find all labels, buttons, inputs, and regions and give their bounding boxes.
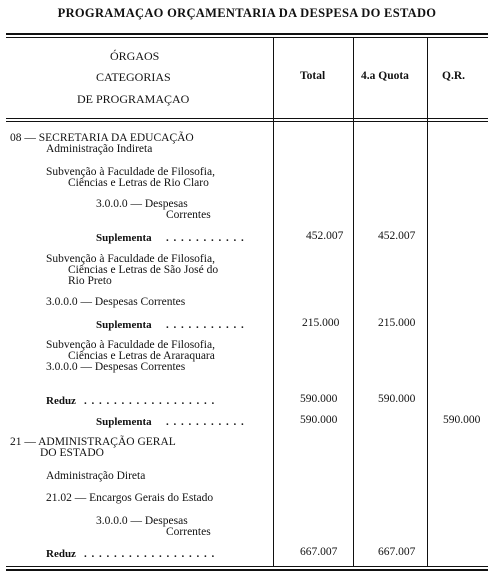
header-rule <box>6 118 488 119</box>
page-title: PROGRAMAÇAO ORÇAMENTARIA DA DESPESA DO ESTADO <box>57 6 437 20</box>
reduz-2-total: 667.007 <box>300 546 338 558</box>
suplementa-3-qr: 590.000 <box>443 414 481 426</box>
suplementa-3-total: 590.000 <box>300 414 338 426</box>
codigo-4-line1: 3.0.0.0 — Despesas <box>96 515 188 527</box>
top-rule-thin <box>6 37 488 38</box>
codigo-4-line2: Correntes <box>166 526 211 538</box>
reduz-1-quota: 590.000 <box>378 393 416 405</box>
suplementa-1-quota: 452.007 <box>378 230 416 242</box>
reduz-2-quota: 667.007 <box>378 546 416 558</box>
subvencao-3-line2: Ciências e Letras de Araraquara <box>68 350 215 362</box>
encargos-gerais: 21.02 — Encargos Gerais do Estado <box>46 492 214 504</box>
section-21-heading-line2: DO ESTADO <box>40 447 104 459</box>
reduz-1-total: 590.000 <box>300 393 338 405</box>
suplementa-1-total: 452.007 <box>306 230 344 242</box>
header-rule-thin <box>6 121 488 122</box>
suplementa-1-leader: . . . . . . . . . . . <box>166 232 245 244</box>
suplementa-2-label: Suplementa <box>96 319 152 331</box>
subvencao-2-line1: Subvenção à Faculdade de Filosofia, <box>46 253 215 265</box>
header-total: Total <box>300 70 326 82</box>
adm-direta: Administração Direta <box>46 470 146 482</box>
reduz-2-label: Reduz <box>46 548 76 560</box>
header-quota: 4.a Quota <box>361 70 409 82</box>
suplementa-2-total: 215.000 <box>302 317 340 329</box>
header-de-programacao: DE PROGRAMAÇAO <box>77 92 190 106</box>
reduz-2-leader: . . . . . . . . . . . . . . . . . . <box>84 548 216 560</box>
suplementa-3-label: Suplementa <box>96 416 152 428</box>
suplementa-1-label: Suplementa <box>96 232 152 244</box>
subvencao-1-line1: Subvenção à Faculdade de Filosofia, <box>46 166 215 178</box>
col-divider-3 <box>427 38 428 566</box>
header-orgaos: ÓRGAOS <box>110 49 160 63</box>
col-divider-2 <box>353 38 354 566</box>
adm-indireta: Administração Indireta <box>46 143 153 155</box>
bottom-rule-thin <box>6 566 488 567</box>
subvencao-3-line1: Subvenção à Faculdade de Filosofia, <box>46 339 215 351</box>
subvencao-1-line2: Ciências e Letras de Rio Claro <box>68 177 209 189</box>
header-qr: Q.R. <box>442 70 465 82</box>
suplementa-2-quota: 215.000 <box>378 317 416 329</box>
reduz-1-label: Reduz <box>46 395 76 407</box>
codigo-1-line1: 3.0.0.0 — Despesas <box>96 198 188 210</box>
suplementa-2-leader: . . . . . . . . . . . <box>166 319 245 331</box>
header-categorias: CATEGORIAS <box>96 70 171 84</box>
reduz-1-leader: . . . . . . . . . . . . . . . . . . <box>84 395 216 407</box>
section-08-heading: 08 — SECRETARIA DA EDUCAÇÃO <box>10 132 194 144</box>
subvencao-2-line3: Rio Preto <box>68 275 112 287</box>
top-rule <box>6 33 488 35</box>
codigo-3: 3.0.0.0 — Despesas Correntes <box>46 361 186 373</box>
codigo-2: 3.0.0.0 — Despesas Correntes <box>46 296 186 308</box>
bottom-rule <box>6 569 488 571</box>
subvencao-2-line2: Ciências e Letras de São José do <box>68 264 219 276</box>
codigo-1-line2: Correntes <box>166 209 211 221</box>
section-21-heading-line1: 21 — ADMINISTRAÇÃO GERAL <box>10 436 176 448</box>
col-divider-1 <box>273 38 274 566</box>
suplementa-3-leader: . . . . . . . . . . . <box>166 416 245 428</box>
